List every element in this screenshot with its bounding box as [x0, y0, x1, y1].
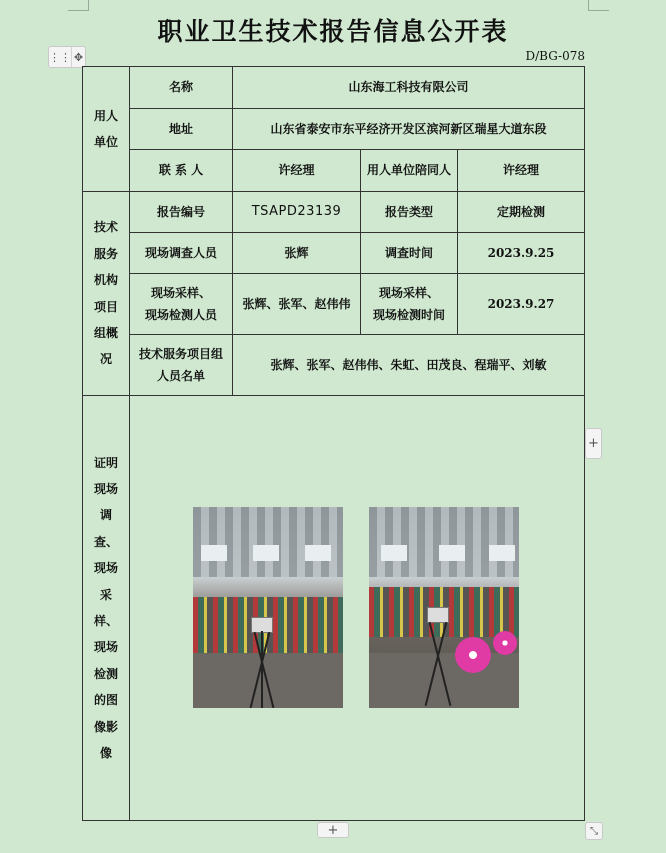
report-type-value: 定期检测 — [458, 192, 585, 233]
add-row-button[interactable] — [317, 822, 349, 838]
plus-icon: + — [327, 822, 339, 838]
employer-section-label: 用人单位 — [83, 67, 130, 192]
survey-time-label: 调查时间 — [361, 233, 458, 274]
sampling-staff-value: 张辉、张军、赵伟伟 — [233, 274, 361, 335]
team-value: 张辉、张军、赵伟伟、朱虹、田茂良、程瑞平、刘敏 — [233, 335, 585, 396]
table-row — [83, 109, 585, 150]
table-row — [83, 150, 585, 192]
accompany-value: 许经理 — [458, 150, 585, 192]
evidence-section-label: 证明现场调查、现场采样、现场检测的图像影像 — [83, 396, 130, 821]
team-label: 技术服务项目组 人员名单 — [130, 335, 233, 396]
report-type-label: 报告类型 — [361, 192, 458, 233]
site-photo-workshop-left — [193, 507, 343, 708]
resize-diagonal-icon: ⤡ — [590, 825, 598, 837]
plus-icon: + — [588, 436, 599, 451]
table-row — [83, 233, 585, 274]
accompany-label: 用人单位陪同人 — [361, 150, 458, 192]
name-value: 山东海工科技有限公司 — [233, 67, 585, 109]
address-value: 山东省泰安市东平经济开发区滨河新区瑞星大道东段 — [233, 109, 585, 150]
address-label: 地址 — [130, 109, 233, 150]
contact-value: 许经理 — [233, 150, 361, 192]
table-select-handle-icon[interactable]: ⋮⋮ — [49, 47, 72, 67]
document-code: D/BG-078 — [525, 49, 585, 63]
contact-label: 联 系 人 — [130, 150, 233, 192]
survey-time-value: 2023.9.25 — [458, 233, 585, 274]
name-label: 名称 — [130, 67, 233, 109]
table-handle[interactable] — [48, 46, 86, 68]
sampling-time-value: 2023.9.27 — [458, 274, 585, 335]
sampling-time-label: 现场采样、 现场检测时间 — [361, 274, 458, 335]
service-section-label: 技术服务机构项目组概况 — [83, 192, 130, 396]
table-row — [83, 67, 585, 109]
table-row — [83, 335, 585, 396]
survey-staff-label: 现场调查人员 — [130, 233, 233, 274]
survey-staff-value: 张辉 — [233, 233, 361, 274]
add-column-button[interactable] — [585, 428, 602, 459]
page-corner-mark — [588, 0, 609, 11]
page-title: 职业卫生技术报告信息公开表 — [157, 17, 509, 46]
table-row — [83, 274, 585, 335]
report-no-value: TSAPD23139 — [233, 192, 361, 233]
sampling-staff-label: 现场采样、 现场检测人员 — [130, 274, 233, 335]
page-corner-mark — [68, 0, 89, 11]
table-row — [83, 192, 585, 233]
site-photo-workshop-right — [369, 507, 519, 708]
table-resize-handle[interactable] — [585, 822, 603, 840]
move-arrows-icon[interactable]: ✥ — [73, 50, 84, 64]
report-no-label: 报告编号 — [130, 192, 233, 233]
